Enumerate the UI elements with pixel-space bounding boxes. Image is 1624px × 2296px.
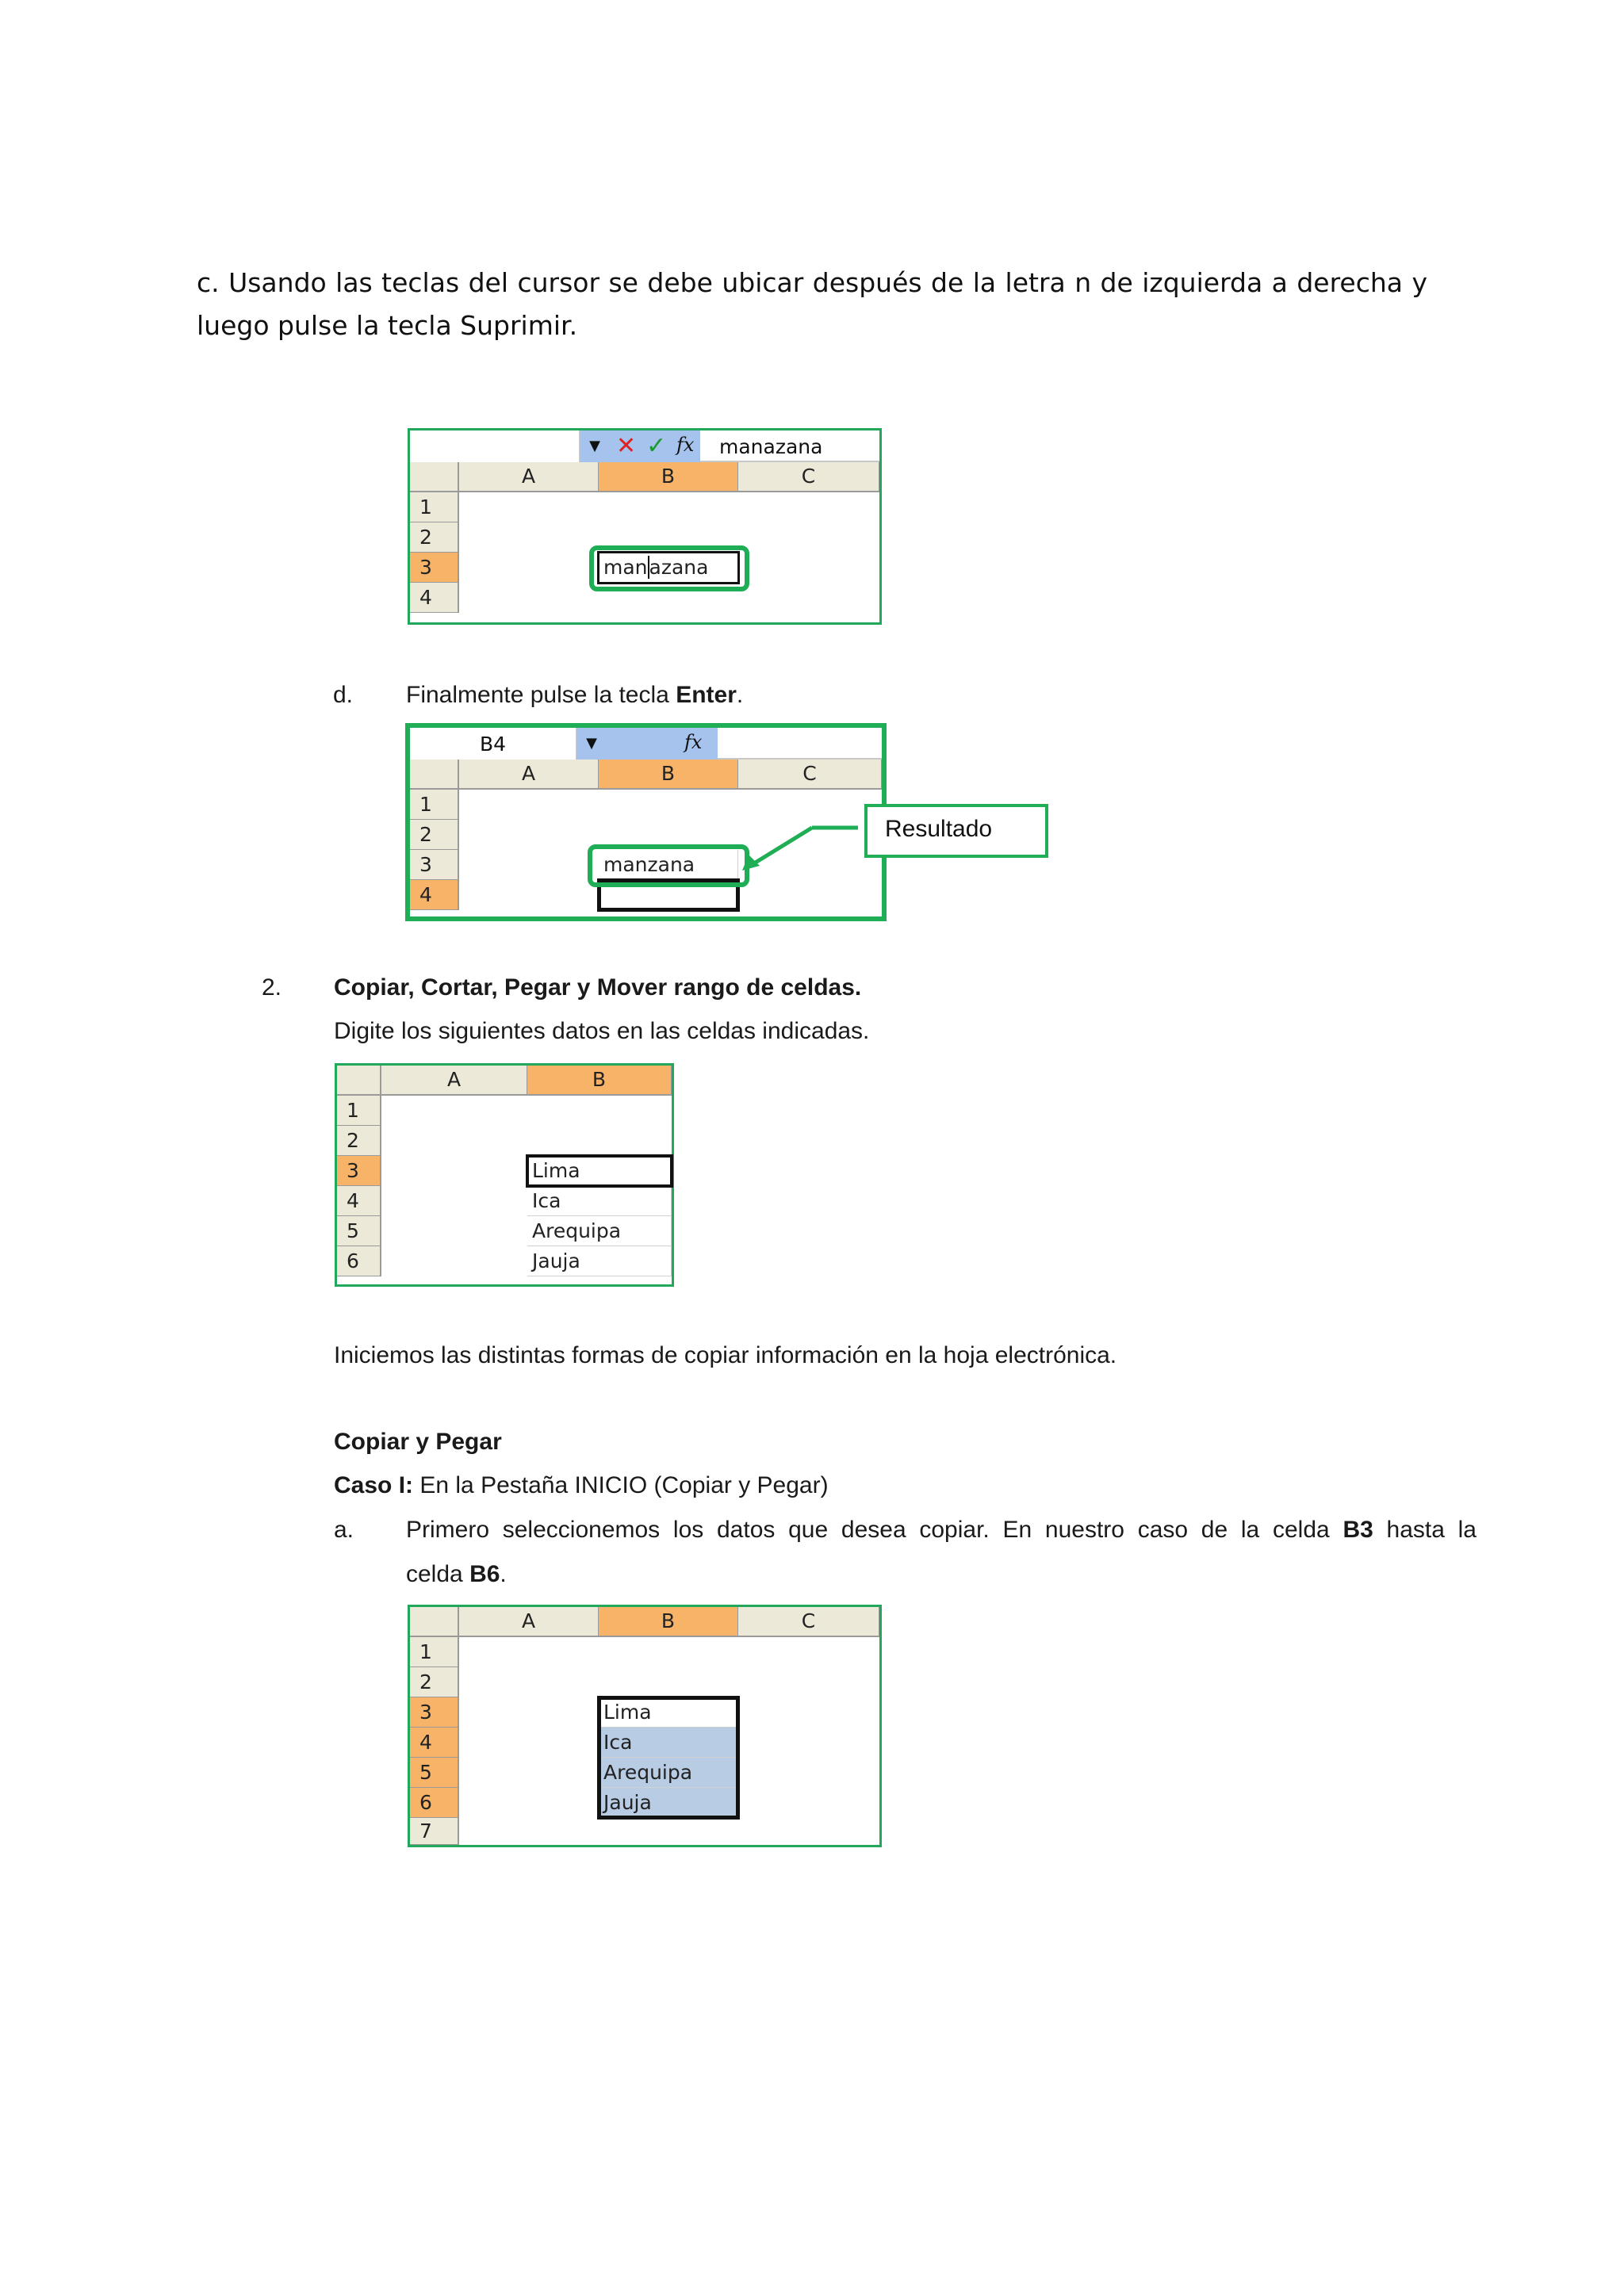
row-header-3[interactable]: 3 bbox=[410, 1697, 459, 1728]
cell-b3[interactable]: Lima bbox=[527, 1156, 672, 1186]
section-2-number: 2. bbox=[262, 974, 282, 1001]
formula-bar bbox=[410, 430, 879, 462]
cell-grid bbox=[337, 1066, 672, 1284]
row-header-4[interactable]: 4 bbox=[337, 1186, 381, 1216]
cell-text-before-cursor: man bbox=[603, 556, 648, 579]
row-header-7[interactable]: 7 bbox=[410, 1818, 459, 1845]
row-header-3[interactable]: 3 bbox=[410, 553, 459, 583]
column-header-b[interactable]: B bbox=[599, 462, 738, 492]
cell-text-after-cursor: azana bbox=[649, 556, 709, 579]
intro-text: Iniciemos las distintas formas de copiar información en la hoja electrónica. bbox=[334, 1342, 1117, 1368]
row-header-6[interactable]: 6 bbox=[410, 1788, 459, 1818]
row-header-1[interactable]: 1 bbox=[410, 1637, 459, 1667]
section-2-title: Copiar, Cortar, Pegar y Mover rango de celdas. bbox=[334, 974, 862, 1001]
cell-b4[interactable]: Ica bbox=[527, 1186, 672, 1216]
formula-bar bbox=[410, 728, 882, 760]
row-header-1[interactable]: 1 bbox=[410, 790, 459, 820]
column-header-c[interactable]: C bbox=[738, 760, 882, 790]
column-header-c[interactable]: C bbox=[738, 462, 879, 492]
row-header-2[interactable]: 2 bbox=[410, 1667, 459, 1697]
name-box[interactable] bbox=[410, 728, 576, 760]
row-header-5[interactable]: 5 bbox=[337, 1216, 381, 1246]
column-header-c[interactable]: C bbox=[738, 1607, 879, 1637]
column-header-a[interactable]: A bbox=[381, 1066, 527, 1096]
formula-content[interactable]: manazana bbox=[719, 435, 823, 458]
row-header-5[interactable]: 5 bbox=[410, 1758, 459, 1788]
callout-arrow bbox=[737, 820, 864, 875]
row-header-3[interactable]: 3 bbox=[410, 850, 459, 880]
row-header-2[interactable]: 2 bbox=[410, 820, 459, 850]
row-header-4[interactable]: 4 bbox=[410, 880, 459, 910]
name-box[interactable] bbox=[410, 430, 580, 462]
cell-b4[interactable]: Ica bbox=[599, 1728, 738, 1758]
row-header-2[interactable]: 2 bbox=[410, 522, 459, 553]
row-header-6[interactable]: 6 bbox=[337, 1246, 381, 1276]
case-one-line: Caso I: En la Pestaña INICIO (Copiar y Pegar) bbox=[334, 1472, 829, 1498]
step-c-paragraph: c. Usando las teclas del cursor se debe ubicar después de la letra n de izquierda a derecha y luego pulse la tecla Suprimir. bbox=[197, 267, 1427, 341]
spreadsheet-data-entry bbox=[335, 1063, 674, 1287]
name-box-dropdown-icon[interactable]: ▼ bbox=[576, 728, 607, 760]
row-header-1[interactable]: 1 bbox=[337, 1096, 381, 1126]
cell-b6[interactable]: Jauja bbox=[527, 1246, 672, 1276]
cell-b6[interactable]: Jauja bbox=[599, 1788, 738, 1818]
row-header-2[interactable]: 2 bbox=[337, 1126, 381, 1156]
result-callout: Resultado bbox=[864, 804, 1048, 858]
row-header-4[interactable]: 4 bbox=[410, 1728, 459, 1758]
enter-check-icon[interactable]: ✓ bbox=[646, 432, 667, 460]
step-a-marker: a. bbox=[334, 1517, 354, 1543]
column-header-a[interactable]: A bbox=[459, 462, 599, 492]
spreadsheet-range-selection bbox=[408, 1605, 882, 1847]
row-header-1[interactable]: 1 bbox=[410, 492, 459, 522]
column-header-b[interactable]: B bbox=[599, 1607, 738, 1637]
step-a-line2: celda B6. bbox=[406, 1561, 507, 1587]
cell-grid bbox=[410, 1607, 879, 1845]
name-box-dropdown-icon[interactable]: ▼ bbox=[580, 430, 610, 462]
cell-b3[interactable] bbox=[599, 553, 738, 583]
spreadsheet-editing-cell bbox=[408, 428, 882, 625]
step-d-text: Finalmente pulse la tecla Enter. bbox=[406, 682, 744, 708]
cell-b5[interactable]: Arequipa bbox=[599, 1758, 738, 1788]
copy-paste-heading: Copiar y Pegar bbox=[334, 1429, 502, 1455]
enter-key-label: Enter bbox=[676, 682, 737, 708]
row-header-4[interactable]: 4 bbox=[410, 583, 459, 613]
name-box-value: B4 bbox=[480, 733, 507, 756]
section-2-instruction: Digite los siguientes datos en las celdas indicadas. bbox=[334, 1018, 870, 1044]
row-header-3[interactable]: 3 bbox=[337, 1156, 381, 1186]
step-d-marker: d. bbox=[333, 682, 354, 708]
step-a-line1: Primero seleccionemos los datos que desea copiar. En nuestro caso de la celda B3 hasta la bbox=[406, 1517, 1477, 1543]
cell-b5[interactable]: Arequipa bbox=[527, 1216, 672, 1246]
column-header-a[interactable]: A bbox=[459, 760, 599, 790]
cancel-icon[interactable]: ✕ bbox=[616, 432, 637, 460]
column-header-b[interactable]: B bbox=[527, 1066, 672, 1096]
cell-b3[interactable]: Lima bbox=[599, 1697, 738, 1728]
cell-b3[interactable]: manzana bbox=[599, 850, 738, 880]
column-header-b[interactable]: B bbox=[599, 760, 738, 790]
fx-icon[interactable]: fx bbox=[684, 731, 703, 753]
cell-grid bbox=[410, 462, 879, 622]
column-header-a[interactable]: A bbox=[459, 1607, 599, 1637]
fx-icon[interactable]: fx bbox=[676, 434, 695, 456]
active-cell-b4 bbox=[597, 878, 740, 912]
